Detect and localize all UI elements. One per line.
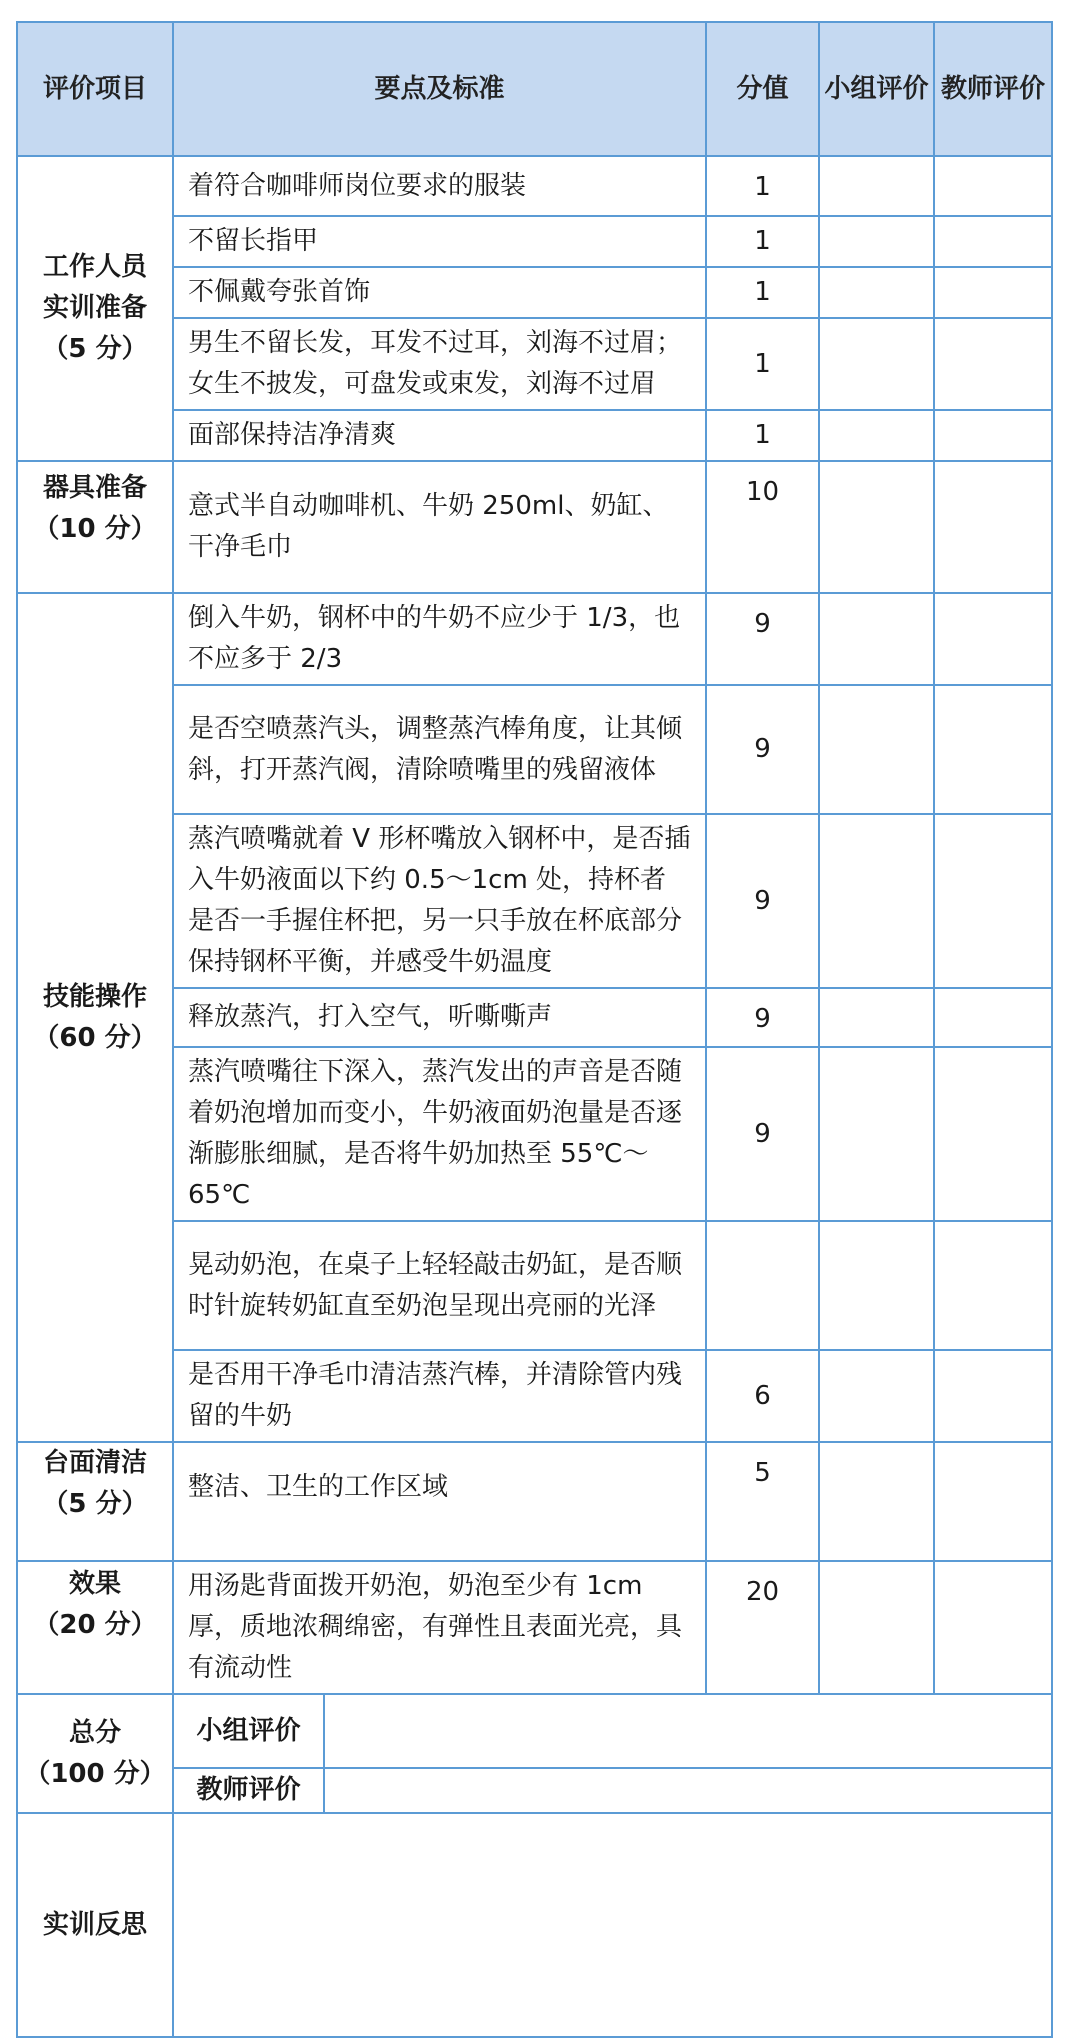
- score-cell: 5: [706, 1442, 819, 1561]
- criteria-cell: 是否用干净毛巾清洁蒸汽棒，并清除管内残留的牛奶: [173, 1350, 706, 1442]
- table-row: [17, 685, 1052, 814]
- teacher-eval-cell[interactable]: [934, 814, 1052, 988]
- table-row: [17, 216, 1052, 267]
- teacher-eval-cell[interactable]: [934, 461, 1052, 593]
- teacher-eval-cell[interactable]: [934, 593, 1052, 685]
- group-eval-cell[interactable]: [819, 1561, 934, 1694]
- table-row: [17, 267, 1052, 318]
- score-cell: 1: [706, 156, 819, 216]
- table-row: [17, 1694, 1052, 1768]
- criteria-cell: 男生不留长发，耳发不过耳，刘海不过眉；女生不披发，可盘发或束发，刘海不过眉: [173, 318, 706, 410]
- criteria-cell: 面部保持洁净清爽: [173, 410, 706, 461]
- header-teacher-eval: 教师评价: [934, 22, 1052, 156]
- group-eval-cell[interactable]: [819, 156, 934, 216]
- group-eval-cell[interactable]: [819, 814, 934, 988]
- category-cell-total: [17, 1694, 173, 1813]
- criteria-cell: 着符合咖啡师岗位要求的服装: [173, 156, 706, 216]
- teacher-eval-cell[interactable]: [934, 1442, 1052, 1561]
- teacher-eval-cell[interactable]: [934, 1350, 1052, 1442]
- category-label-line: 效果: [68, 1569, 121, 1599]
- table-row: [17, 1813, 1052, 2037]
- score-cell: 1: [706, 410, 819, 461]
- category-label-line: 工作人员: [42, 252, 147, 282]
- category-label-line: 台面清洁: [42, 1448, 147, 1478]
- score-cell: 20: [706, 1561, 819, 1694]
- header-criteria: 要点及标准: [173, 22, 706, 156]
- table-row: [17, 814, 1052, 988]
- teacher-eval-cell[interactable]: [934, 1561, 1052, 1694]
- criteria-cell: 晃动奶泡，在桌子上轻轻敲击奶缸，是否顺时针旋转奶缸直至奶泡呈现出亮丽的光泽: [173, 1221, 706, 1350]
- criteria-cell: 不佩戴夸张首饰: [173, 267, 706, 318]
- header-row: [17, 22, 1052, 156]
- table-row: [17, 988, 1052, 1047]
- criteria-cell: 倒入牛奶，钢杯中的牛奶不应少于 1/3，也不应多于 2/3: [173, 593, 706, 685]
- table-row: [17, 1047, 1052, 1221]
- category-label-line: 总分: [68, 1717, 121, 1748]
- category-score-label: （20 分）: [33, 1610, 157, 1640]
- group-eval-cell[interactable]: [819, 685, 934, 814]
- teacher-eval-cell[interactable]: [934, 318, 1052, 410]
- category-cell-cleanup: [17, 1442, 173, 1561]
- score-cell: 9: [706, 685, 819, 814]
- criteria-cell: 蒸汽喷嘴往下深入，蒸汽发出的声音是否随着奶泡增加而变小，牛奶液面奶泡量是否逐渐膨胀细腻，是否将牛奶加热至 55℃～65℃: [173, 1047, 706, 1221]
- table-row: [17, 1442, 1052, 1561]
- group-eval-cell[interactable]: [819, 988, 934, 1047]
- group-eval-cell[interactable]: [819, 410, 934, 461]
- score-cell: 1: [706, 267, 819, 318]
- criteria-cell: 是否空喷蒸汽头，调整蒸汽棒角度，让其倾斜，打开蒸汽阀，清除喷嘴里的残留液体: [173, 685, 706, 814]
- score-cell: 9: [706, 593, 819, 685]
- criteria-cell: 整洁、卫生的工作区域: [173, 1442, 706, 1561]
- group-eval-cell[interactable]: [819, 318, 934, 410]
- criteria-cell: 释放蒸汽，打入空气，听嘶嘶声: [173, 988, 706, 1047]
- score-cell: 1: [706, 318, 819, 410]
- teacher-eval-cell[interactable]: [934, 1221, 1052, 1350]
- criteria-cell: 意式半自动咖啡机、牛奶 250ml、奶缸、干净毛巾: [173, 461, 706, 593]
- score-cell: [706, 1221, 819, 1350]
- table-row: [17, 1561, 1052, 1694]
- teacher-eval-cell[interactable]: [934, 410, 1052, 461]
- group-eval-cell[interactable]: [819, 1221, 934, 1350]
- total-teacher-label: 教师评价: [173, 1768, 324, 1813]
- category-score-label: （60 分）: [33, 1023, 157, 1053]
- group-eval-cell[interactable]: [819, 1047, 934, 1221]
- group-eval-cell[interactable]: [819, 593, 934, 685]
- category-cell-skills: [17, 593, 173, 1442]
- score-cell: 6: [706, 1350, 819, 1442]
- score-cell: 9: [706, 988, 819, 1047]
- category-cell-prep-tools: [17, 461, 173, 593]
- category-score-label: （5 分）: [42, 1489, 148, 1519]
- score-cell: 10: [706, 461, 819, 593]
- criteria-cell: 蒸汽喷嘴就着 V 形杯嘴放入钢杯中，是否插入牛奶液面以下约 0.5～1cm 处，持杯者是否一手握住杯把，另一只手放在杯底部分保持钢杯平衡，并感受牛奶温度: [173, 814, 706, 988]
- category-label-line: 实训准备: [42, 293, 147, 323]
- category-score-label: （100 分）: [24, 1758, 166, 1789]
- teacher-eval-cell[interactable]: [934, 988, 1052, 1047]
- total-group-value-cell[interactable]: [324, 1694, 1052, 1768]
- group-eval-cell[interactable]: [819, 216, 934, 267]
- category-label-line: 器具准备: [42, 473, 147, 503]
- table-row: [17, 1221, 1052, 1350]
- total-teacher-value-cell[interactable]: [324, 1768, 1052, 1813]
- table-row: [17, 410, 1052, 461]
- teacher-eval-cell[interactable]: [934, 267, 1052, 318]
- table-row: [17, 593, 1052, 685]
- group-eval-cell[interactable]: [819, 461, 934, 593]
- reflection-cell[interactable]: [173, 1813, 1052, 2037]
- teacher-eval-cell[interactable]: [934, 685, 1052, 814]
- criteria-cell: 不留长指甲: [173, 216, 706, 267]
- category-cell-result: [17, 1561, 173, 1694]
- header-score: 分值: [706, 22, 819, 156]
- total-group-label: 小组评价: [173, 1694, 324, 1768]
- score-cell: 9: [706, 814, 819, 988]
- table-row: [17, 461, 1052, 593]
- group-eval-cell[interactable]: [819, 1442, 934, 1561]
- evaluation-table: [16, 21, 1053, 2038]
- header-group-eval: 小组评价: [819, 22, 934, 156]
- score-cell: 9: [706, 1047, 819, 1221]
- category-label-line: 技能操作: [42, 982, 147, 1012]
- criteria-cell: 用汤匙背面拨开奶泡，奶泡至少有 1cm 厚，质地浓稠绵密，有弹性且表面光亮，具有流动性: [173, 1561, 706, 1694]
- category-score-label: （10 分）: [33, 514, 157, 544]
- table-row: [17, 1350, 1052, 1442]
- score-cell: 1: [706, 216, 819, 267]
- table-row: [17, 1768, 1052, 1813]
- group-eval-cell[interactable]: [819, 267, 934, 318]
- teacher-eval-cell[interactable]: [934, 216, 1052, 267]
- teacher-eval-cell[interactable]: [934, 1047, 1052, 1221]
- category-cell-reflection: 实训反思: [17, 1813, 173, 2037]
- teacher-eval-cell[interactable]: [934, 156, 1052, 216]
- header-category: 评价项目: [17, 22, 173, 156]
- table-row: [17, 156, 1052, 216]
- group-eval-cell[interactable]: [819, 1350, 934, 1442]
- category-cell-prep-staff: [17, 156, 173, 461]
- table-row: [17, 318, 1052, 410]
- category-score-label: （5 分）: [42, 334, 148, 364]
